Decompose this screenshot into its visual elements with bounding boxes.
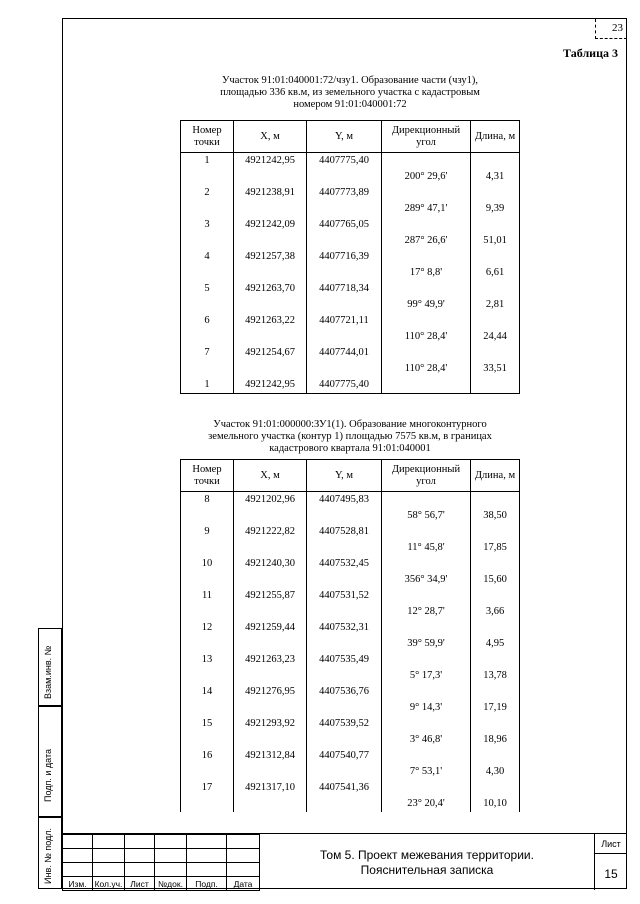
y-coord: 4407541,36 <box>307 780 382 796</box>
stamp-col-kolich: Кол.уч. <box>93 877 125 891</box>
segment-length: 18,96 <box>471 732 520 748</box>
bearing-angle: 287° 26,6' <box>382 233 471 249</box>
point-row <box>181 249 520 265</box>
segment-row <box>181 604 520 620</box>
segment-row <box>181 329 520 345</box>
stamp-cell <box>125 863 155 877</box>
x-coord: 4921263,22 <box>234 313 307 329</box>
bearing-angle: 7° 53,1' <box>382 764 471 780</box>
caption-line: земельного участка (контур 1) площадью 7575 кв.м, в границах <box>208 431 492 442</box>
bearing-angle: 3° 46,8' <box>382 732 471 748</box>
segment-length: 4,95 <box>471 636 520 652</box>
segment-row <box>181 233 520 249</box>
point-number: 7 <box>181 345 234 361</box>
table-title: Таблица 3 <box>563 46 618 60</box>
y-coord: 4407775,40 <box>307 377 382 394</box>
bearing-angle: 23° 20,4' <box>382 796 471 812</box>
y-coord: 4407721,11 <box>307 313 382 329</box>
segment-row <box>181 796 520 812</box>
point-row <box>181 588 520 604</box>
segment-row <box>181 508 520 524</box>
inv-podl-label: Инв. № подл. <box>43 827 53 884</box>
y-coord: 4407773,89 <box>307 185 382 201</box>
section2-caption <box>165 419 535 455</box>
point-number: 6 <box>181 313 234 329</box>
stamp-cell <box>63 849 93 863</box>
point-number: 16 <box>181 748 234 764</box>
point-row <box>181 281 520 297</box>
y-coord: 4407744,01 <box>307 345 382 361</box>
x-coord: 4921242,95 <box>234 377 307 394</box>
segment-length: 13,78 <box>471 668 520 684</box>
point-row <box>181 652 520 668</box>
x-coord: 4921317,10 <box>234 780 307 796</box>
caption-line: кадастрового квартала 91:01:040001 <box>269 443 431 454</box>
point-number: 3 <box>181 217 234 233</box>
bearing-angle: 110° 28,4' <box>382 329 471 345</box>
point-row <box>181 345 520 361</box>
point-number: 5 <box>181 281 234 297</box>
stamp-cell <box>93 835 125 849</box>
segment-row <box>181 361 520 377</box>
bearing-angle: 9° 14,3' <box>382 700 471 716</box>
x-coord: 4921240,30 <box>234 556 307 572</box>
segment-row <box>181 700 520 716</box>
y-coord: 4407765,05 <box>307 217 382 233</box>
bearing-angle: 12° 28,7' <box>382 604 471 620</box>
y-coord: 4407531,52 <box>307 588 382 604</box>
stamp-col-izm: Изм. <box>63 877 93 891</box>
page-number: 23 <box>595 19 627 39</box>
stamp-cell <box>227 863 260 877</box>
bearing-angle: 17° 8,8' <box>382 265 471 281</box>
segment-length: 33,51 <box>471 361 520 377</box>
point-number: 12 <box>181 620 234 636</box>
stamp-cell <box>63 863 93 877</box>
segment-length: 38,50 <box>471 508 520 524</box>
section2-table <box>180 459 520 812</box>
stamp-cell <box>155 849 187 863</box>
segment-length: 3,66 <box>471 604 520 620</box>
inv-podl-box <box>38 817 62 889</box>
column-header: Номер точки <box>181 460 234 492</box>
bearing-angle: 58° 56,7' <box>382 508 471 524</box>
segment-row <box>181 764 520 780</box>
document-title <box>259 834 595 890</box>
stamp-col-list: Лист <box>125 877 155 891</box>
bearing-angle: 5° 17,3' <box>382 668 471 684</box>
column-header: X, м <box>234 121 307 153</box>
x-coord: 4921222,82 <box>234 524 307 540</box>
podp-data-box <box>38 706 62 817</box>
point-number: 1 <box>181 377 234 394</box>
x-coord: 4921293,92 <box>234 716 307 732</box>
segment-length: 9,39 <box>471 201 520 217</box>
point-number: 14 <box>181 684 234 700</box>
column-header: Длина, м <box>471 121 520 153</box>
stamp-cell <box>125 835 155 849</box>
y-coord: 4407528,81 <box>307 524 382 540</box>
document-title-line1: Том 5. Проект межевания территории. <box>320 848 534 862</box>
segment-length: 4,30 <box>471 764 520 780</box>
point-row <box>181 377 520 394</box>
segment-row <box>181 169 520 185</box>
column-header: Y, м <box>307 460 382 492</box>
bearing-angle: 99° 49,9' <box>382 297 471 313</box>
x-coord: 4921257,38 <box>234 249 307 265</box>
point-number: 17 <box>181 780 234 796</box>
stamp-col-podp: Подп. <box>187 877 227 891</box>
segment-length: 2,81 <box>471 297 520 313</box>
x-coord: 4921263,23 <box>234 652 307 668</box>
point-row <box>181 185 520 201</box>
y-coord: 4407532,45 <box>307 556 382 572</box>
segment-length: 17,19 <box>471 700 520 716</box>
stamp-col-ndok: №док. <box>155 877 187 891</box>
segment-length: 17,85 <box>471 540 520 556</box>
segment-row <box>181 668 520 684</box>
segment-length: 15,60 <box>471 572 520 588</box>
stamp-cell <box>227 849 260 863</box>
point-row <box>181 748 520 764</box>
segment-row <box>181 572 520 588</box>
stamp-cell <box>155 835 187 849</box>
bearing-angle: 356° 34,9' <box>382 572 471 588</box>
bearing-angle: 11° 45,8' <box>382 540 471 556</box>
segment-row <box>181 297 520 313</box>
segment-row <box>181 201 520 217</box>
caption-line: Участок 91:01:040001:72/чзу1. Образование части (чзу1), <box>221 75 479 86</box>
stamp-col-data: Дата <box>227 877 260 891</box>
y-coord: 4407536,76 <box>307 684 382 700</box>
caption-line: номером 91:01:040001:72 <box>293 99 407 110</box>
point-row <box>181 684 520 700</box>
point-number: 10 <box>181 556 234 572</box>
stamp-cell <box>227 835 260 849</box>
stamp-cell <box>93 849 125 863</box>
point-number: 1 <box>181 153 234 170</box>
point-row <box>181 620 520 636</box>
segment-row <box>181 540 520 556</box>
stamp-cell <box>125 849 155 863</box>
stamp-cell <box>155 863 187 877</box>
point-number: 15 <box>181 716 234 732</box>
caption-line: Участок 91:01:000000:ЗУ1(1). Образование многоконтурного <box>213 419 487 430</box>
point-row <box>181 556 520 572</box>
x-coord: 4921238,91 <box>234 185 307 201</box>
stamp-cell <box>187 849 227 863</box>
point-row <box>181 153 520 170</box>
stamp-grid <box>62 834 260 891</box>
point-row <box>181 716 520 732</box>
y-coord: 4407716,39 <box>307 249 382 265</box>
segment-row <box>181 732 520 748</box>
stamp-cell <box>63 835 93 849</box>
x-coord: 4921255,87 <box>234 588 307 604</box>
stamp-cell <box>187 863 227 877</box>
caption-line: площадью 336 кв.м, из земельного участка с кадастровым <box>220 87 480 98</box>
y-coord: 4407532,31 <box>307 620 382 636</box>
stamp-cell <box>187 835 227 849</box>
section1-table <box>180 120 520 394</box>
point-number: 13 <box>181 652 234 668</box>
y-coord: 4407495,83 <box>307 492 382 509</box>
point-number: 8 <box>181 492 234 509</box>
x-coord: 4921254,67 <box>234 345 307 361</box>
y-coord: 4407539,52 <box>307 716 382 732</box>
column-header: X, м <box>234 460 307 492</box>
column-header: Дирекционный угол <box>382 460 471 492</box>
y-coord: 4407540,77 <box>307 748 382 764</box>
vzam-inv-label: Взам.инв. № <box>43 645 53 699</box>
point-number: 2 <box>181 185 234 201</box>
stamp-cell <box>93 863 125 877</box>
title-block <box>62 833 627 889</box>
y-coord: 4407535,49 <box>307 652 382 668</box>
y-coord: 4407718,34 <box>307 281 382 297</box>
point-number: 11 <box>181 588 234 604</box>
sheet-number: 15 <box>604 867 618 881</box>
x-coord: 4921242,09 <box>234 217 307 233</box>
x-coord: 4921242,95 <box>234 153 307 170</box>
point-row <box>181 524 520 540</box>
bearing-angle: 110° 28,4' <box>382 361 471 377</box>
bearing-angle: 39° 59,9' <box>382 636 471 652</box>
y-coord: 4407775,40 <box>307 153 382 170</box>
bearing-angle: 200° 29,6' <box>382 169 471 185</box>
x-coord: 4921263,70 <box>234 281 307 297</box>
segment-row <box>181 265 520 281</box>
vzam-inv-box <box>38 628 62 706</box>
sheet-label: Лист <box>595 834 627 854</box>
section1-caption <box>180 75 520 111</box>
column-header: Y, м <box>307 121 382 153</box>
point-row <box>181 780 520 796</box>
x-coord: 4921259,44 <box>234 620 307 636</box>
segment-length: 10,10 <box>471 796 520 812</box>
segment-length: 4,31 <box>471 169 520 185</box>
point-number: 4 <box>181 249 234 265</box>
column-header: Длина, м <box>471 460 520 492</box>
document-title-line2: Пояснительная записка <box>360 863 494 877</box>
podp-data-label: Подп. и дата <box>43 748 53 802</box>
segment-length: 24,44 <box>471 329 520 345</box>
x-coord: 4921202,96 <box>234 492 307 509</box>
segment-row <box>181 636 520 652</box>
point-row <box>181 313 520 329</box>
bearing-angle: 289° 47,1' <box>382 201 471 217</box>
column-header: Номер точки <box>181 121 234 153</box>
point-number: 9 <box>181 524 234 540</box>
x-coord: 4921276,95 <box>234 684 307 700</box>
point-row <box>181 217 520 233</box>
segment-length: 51,01 <box>471 233 520 249</box>
point-row <box>181 492 520 509</box>
x-coord: 4921312,84 <box>234 748 307 764</box>
column-header: Дирекционный угол <box>382 121 471 153</box>
segment-length: 6,61 <box>471 265 520 281</box>
